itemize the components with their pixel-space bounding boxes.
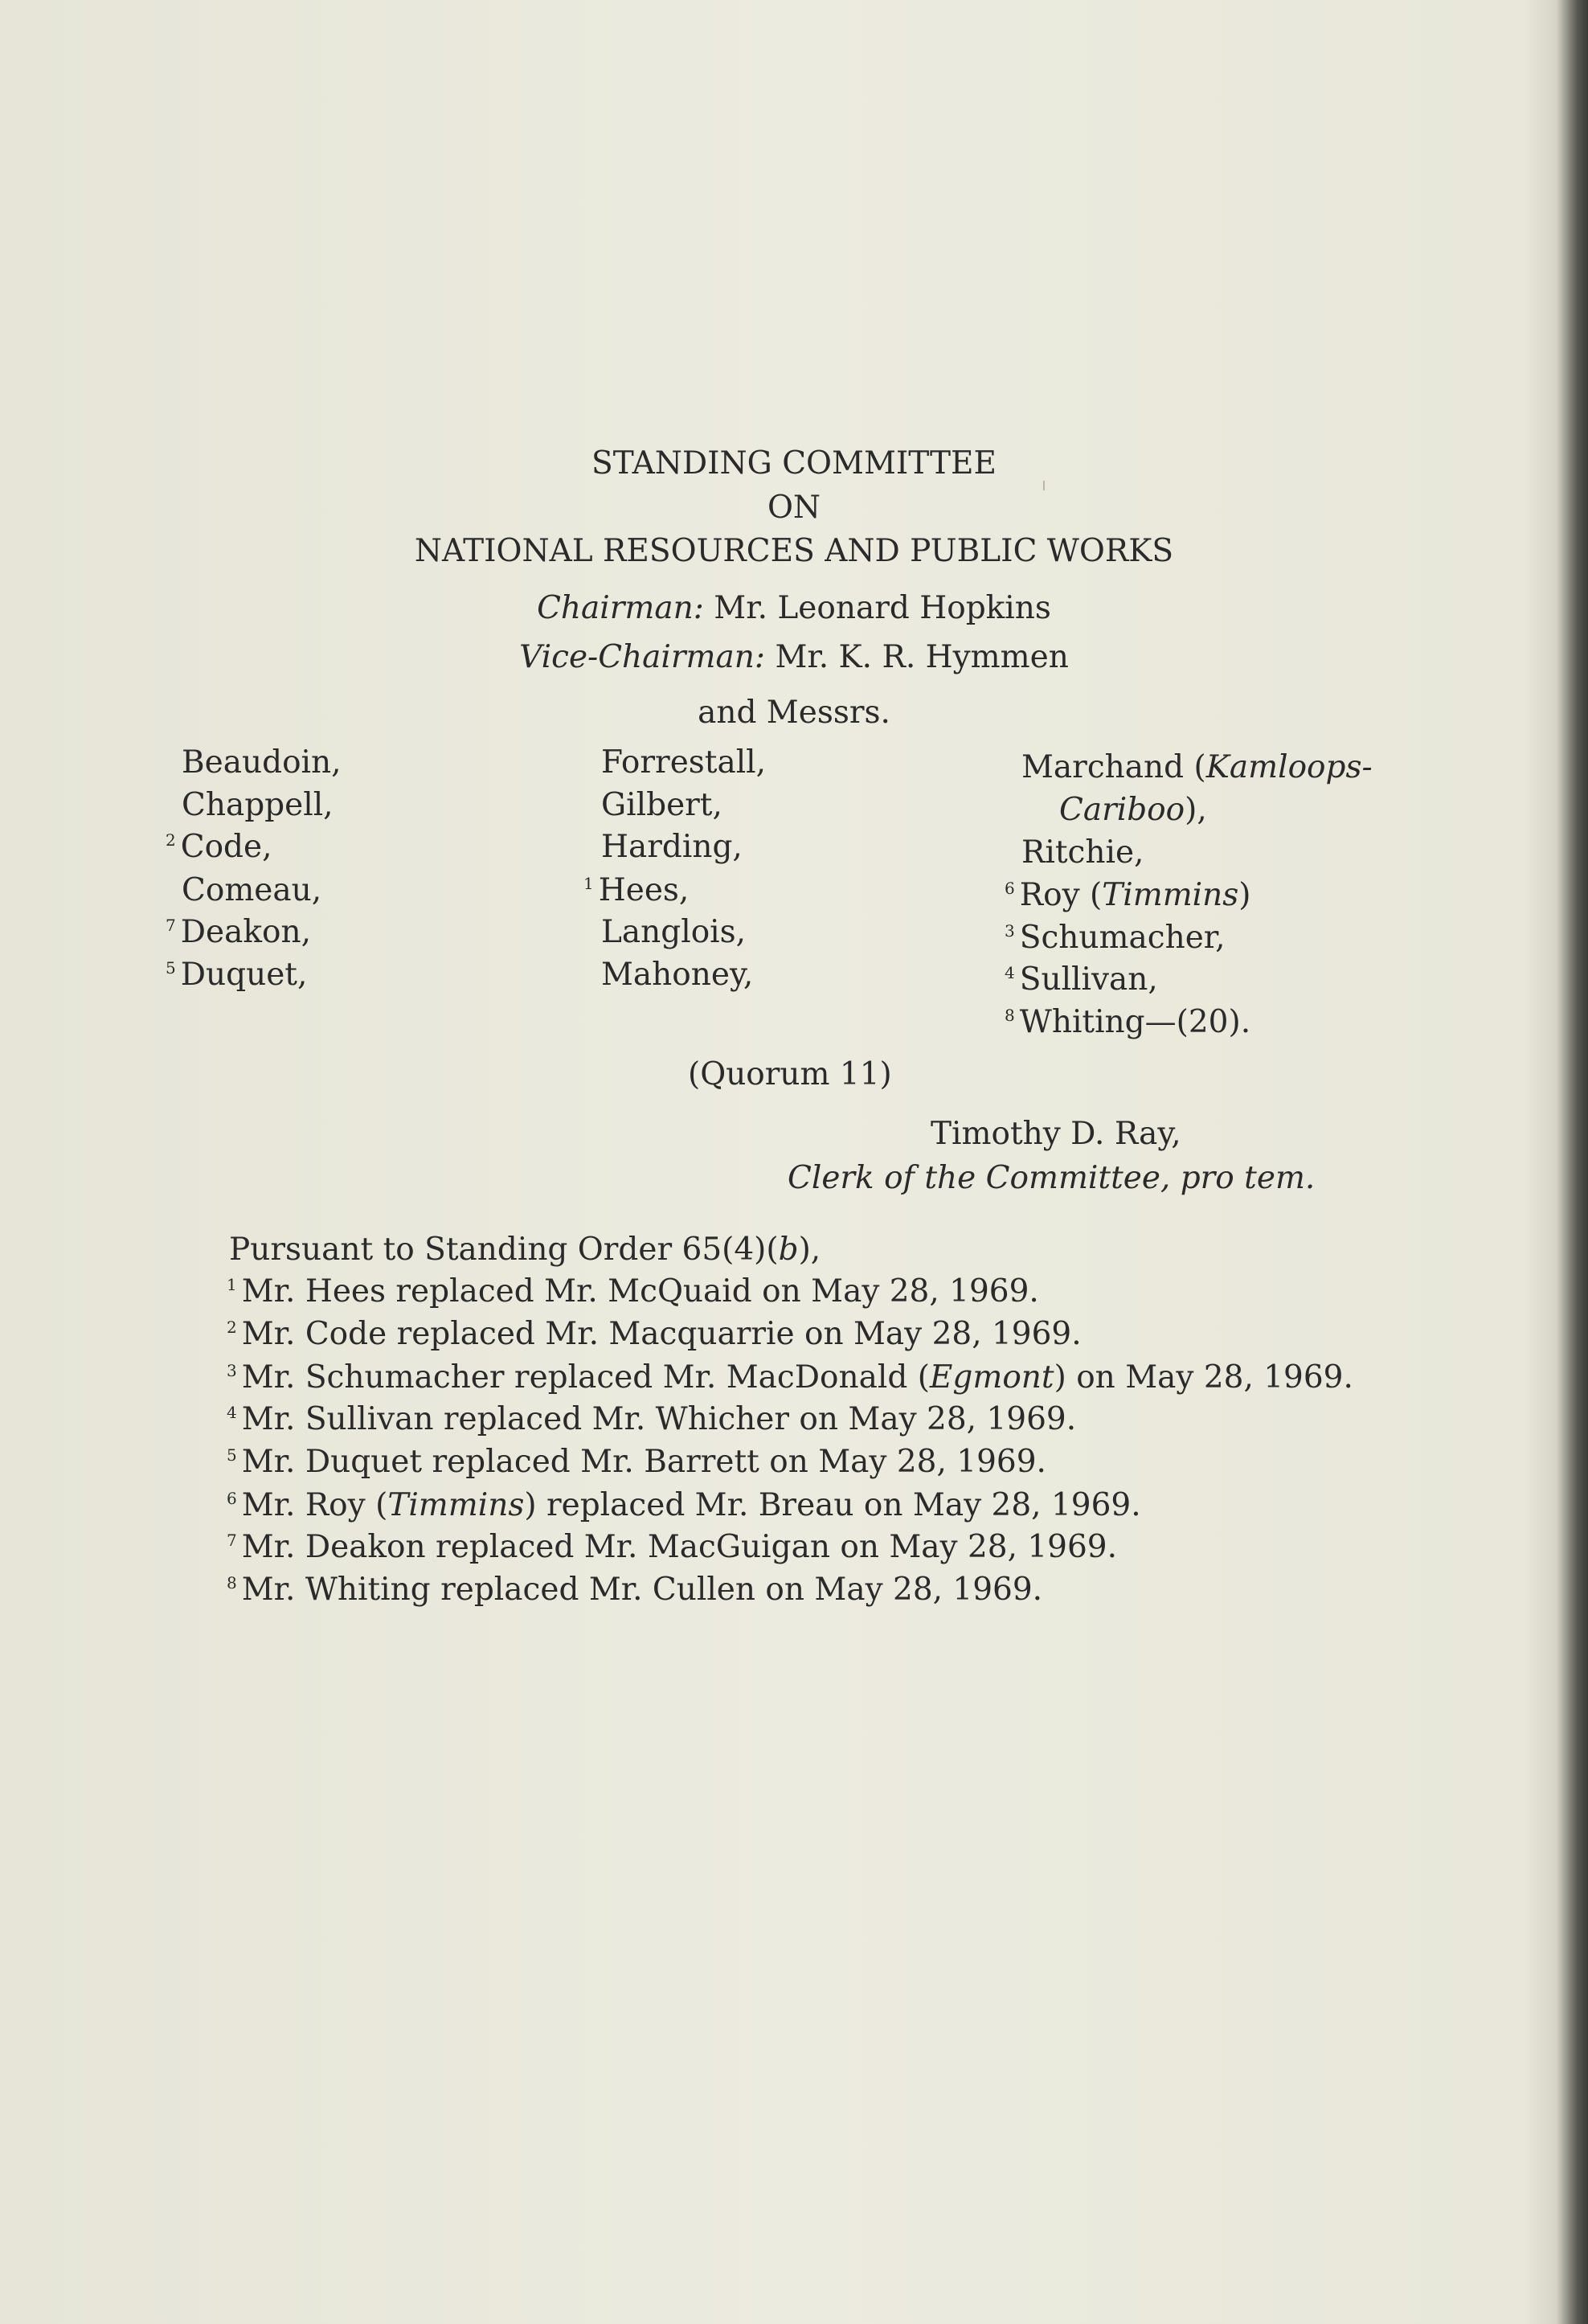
member: Marchand (Kamloops- xyxy=(1021,749,1373,785)
committee-title-line1: STANDING COMMITTEE xyxy=(591,445,997,482)
member: $^5$ Duquet, xyxy=(166,957,308,993)
note-item: $^3$ Mr. Schumacher replaced Mr. MacDonald (Egmont) on May 28, 1969. xyxy=(227,1359,1353,1396)
member: $^2$ Code, xyxy=(166,829,272,865)
notes-intro: Pursuant to Standing Order 65(4)(b), xyxy=(229,1232,821,1268)
chairman-line xyxy=(0,592,1588,624)
member-continued: Cariboo), xyxy=(1059,792,1207,828)
quorum: (Quorum 11) xyxy=(688,1056,892,1092)
committee-title-line3: NATIONAL RESOURCES AND PUBLIC WORKS xyxy=(414,533,1174,569)
note-item: $^1$ Mr. Hees replaced Mr. McQuaid on May 28, 1969. xyxy=(227,1273,1039,1310)
member: Gilbert, xyxy=(601,787,722,823)
member: $^4$ Sullivan, xyxy=(1005,961,1158,998)
member: Harding, xyxy=(601,829,743,865)
note-item: $^2$ Mr. Code replaced Mr. Macquarrie on May 28, 1969. xyxy=(227,1316,1082,1352)
member: $^3$ Schumacher, xyxy=(1005,920,1226,956)
member: $^1$ Hees, xyxy=(583,872,690,908)
clerk-title: Clerk of the Committee, pro tem. xyxy=(788,1160,1316,1196)
member: $^8$ Whiting—(20). xyxy=(1005,1004,1251,1040)
member: Comeau, xyxy=(182,872,322,908)
member: Mahoney, xyxy=(601,957,754,993)
note-item: $^4$ Mr. Sullivan replaced Mr. Whicher on May 28, 1969. xyxy=(227,1401,1077,1437)
member: $^6$ Roy (Timmins) xyxy=(1005,877,1251,913)
note-item: $^7$ Mr. Deakon replaced Mr. MacGuigan on May 28, 1969. xyxy=(227,1529,1118,1565)
vice-chairman-name: Mr. K. R. Hymmen xyxy=(775,639,1069,675)
member: Forrestall, xyxy=(601,744,767,781)
stray-mark xyxy=(1043,481,1045,490)
and-messrs: and Messrs. xyxy=(698,695,890,731)
member: Chappell, xyxy=(182,787,334,823)
clerk-name: Timothy D. Ray, xyxy=(931,1116,1181,1152)
committee-title-line2: ON xyxy=(767,490,821,526)
member: Beaudoin, xyxy=(182,744,342,781)
note-item: $^8$ Mr. Whiting replaced Mr. Cullen on May 28, 1969. xyxy=(227,1572,1043,1608)
note-item: $^6$ Mr. Roy (Timmins) replaced Mr. Breau on May 28, 1969. xyxy=(227,1487,1141,1523)
member: $^7$ Deakon, xyxy=(166,914,311,950)
member: Langlois, xyxy=(601,914,747,950)
vice-chairman-label: Vice-Chairman: xyxy=(519,639,766,675)
chairman-label: Chairman: xyxy=(537,590,704,626)
member: Ritchie, xyxy=(1021,834,1144,871)
note-item: $^5$ Mr. Duquet replaced Mr. Barrett on May 28, 1969. xyxy=(227,1444,1046,1480)
chairman-name: Mr. Leonard Hopkins xyxy=(714,590,1051,626)
vice-chairman-line xyxy=(0,641,1588,673)
